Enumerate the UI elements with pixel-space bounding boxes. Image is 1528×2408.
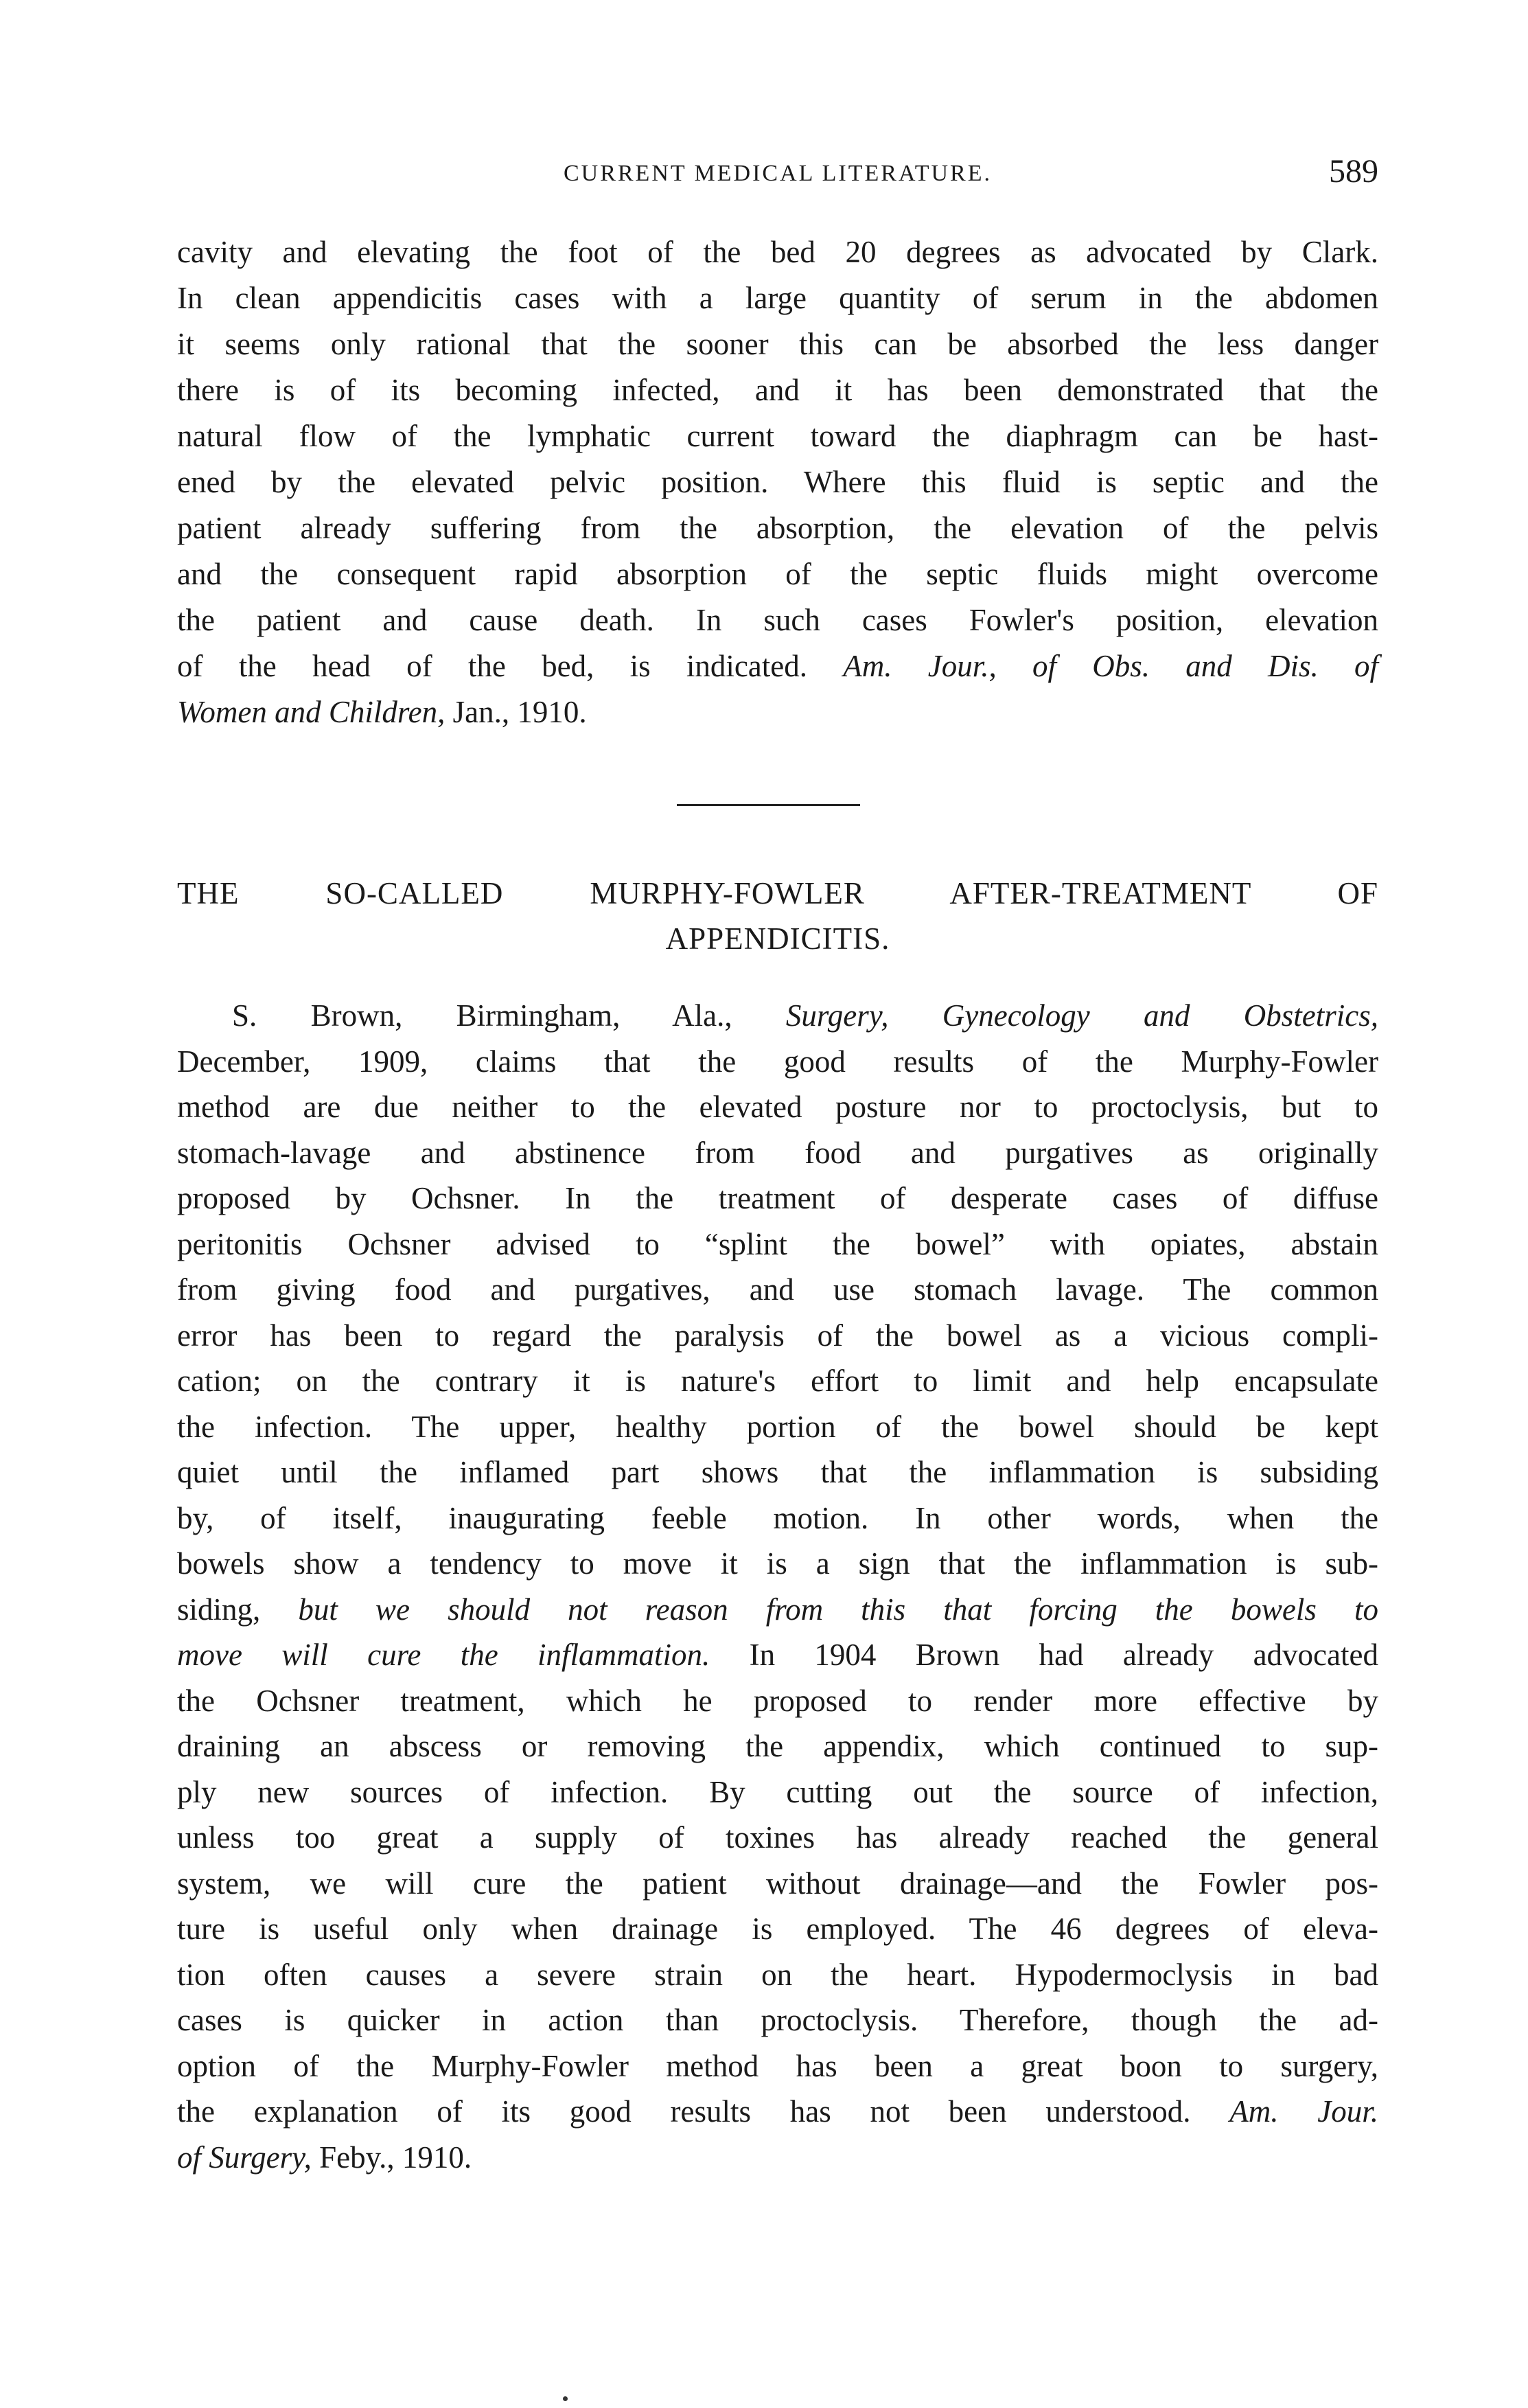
text-line <box>177 1267 1378 1313</box>
text-span: natural flow of the lymphatic current toward the diaphragm can be hast- <box>177 419 1378 453</box>
text-span: method are due neither to the elevated posture nor to proctoclysis, but to <box>177 1090 1378 1124</box>
text-span: S. Brown, Birmingham, Ala., <box>232 998 786 1033</box>
text-span: the infection. The upper, healthy portion of the bowel should be kept <box>177 1409 1378 1444</box>
text-line <box>177 1313 1378 1359</box>
text-line <box>177 993 1378 1039</box>
text-span: the patient and cause death. In such cases Fowler's position, elevation <box>177 603 1378 637</box>
text-line <box>177 1769 1378 1815</box>
text-line <box>177 459 1378 505</box>
text-span: bowels show a tendency to move it is a sign that the inflammation is sub- <box>177 1546 1378 1581</box>
text-span: Jan., 1910. <box>445 695 587 729</box>
text-span: December, 1909, claims that the good results of the Murphy-Fowler <box>177 1044 1378 1079</box>
text-span: quiet until the inflamed part shows that the inflammation is subsiding <box>177 1455 1378 1489</box>
running-title: CURRENT MEDICAL LITERATURE. <box>563 161 993 186</box>
text-span: ture is useful only when drainage is employed. The 46 degrees of eleva- <box>177 1912 1378 1946</box>
text-span: cases is quicker in action than proctoclysis. Therefore, though the ad- <box>177 2003 1378 2037</box>
citation-italic: Am. Jour. <box>1229 2094 1378 2129</box>
text-span: unless too great a supply of toxines has already reached the general <box>177 1820 1378 1855</box>
citation-italic: Surgery, Gynecology and Obstetrics, <box>785 998 1378 1033</box>
text-line <box>177 597 1378 643</box>
text-line <box>177 1587 1378 1633</box>
citation-italic: of Surgery, <box>177 2140 312 2175</box>
text-line <box>177 321 1378 367</box>
text-span: it seems only rational that the sooner this can be absorbed the less danger <box>177 327 1378 361</box>
text-span: cavity and elevating the foot of the bed 20 degrees as advocated by Clark. <box>177 235 1378 269</box>
text-line <box>177 1084 1378 1130</box>
article-body <box>177 993 1378 2180</box>
text-span: by, of itself, inaugurating feeble motion. In other words, when the <box>177 1500 1378 1535</box>
text-span: ened by the elevated pelvic position. Where this fluid is septic and the <box>177 465 1378 499</box>
text-span: there is of its becoming infected, and it has been demonstrated that the <box>177 373 1378 407</box>
text-line <box>177 413 1378 459</box>
citation-italic: but we should not reason from this that forcing the bowels to <box>298 1592 1378 1627</box>
text-line <box>177 1906 1378 1952</box>
text-span: error has been to regard the paralysis of the bowel as a vicious compli- <box>177 1318 1378 1353</box>
text-line <box>177 1861 1378 1907</box>
article-title-line-1: THE SO-CALLED MURPHY-FOWLER AFTER-TREATMENT OF <box>177 876 1378 910</box>
text-line <box>177 1815 1378 1861</box>
text-line <box>177 1632 1378 1678</box>
text-line <box>177 1176 1378 1222</box>
page-number: 589 <box>1329 153 1378 190</box>
text-span: peritonitis Ochsner advised to “splint the bowel” with opiates, abstain <box>177 1226 1378 1261</box>
article-title-line-2: APPENDICITIS. <box>665 921 890 956</box>
text-line <box>177 1541 1378 1587</box>
running-header <box>177 152 1378 194</box>
text-span: draining an abscess or removing the appendix, which continued to sup- <box>177 1729 1378 1763</box>
continued-paragraph <box>177 229 1378 735</box>
text-line <box>177 367 1378 413</box>
text-span: patient already suffering from the absorption, the elevation of the pelvis <box>177 511 1378 545</box>
text-span: ply new sources of infection. By cutting out the source of infection, <box>177 1774 1378 1809</box>
text-span: cation; on the contrary it is nature's effort to limit and help encapsulate <box>177 1364 1378 1398</box>
text-line <box>177 2089 1378 2135</box>
text-span: option of the Murphy-Fowler method has been a great boon to surgery, <box>177 2048 1378 2083</box>
text-line <box>177 229 1378 275</box>
text-line <box>177 1130 1378 1176</box>
text-line <box>177 1723 1378 1769</box>
text-span: proposed by Ochsner. In the treatment of desperate cases of diffuse <box>177 1181 1378 1215</box>
text-line <box>177 1997 1378 2043</box>
text-line <box>177 1039 1378 1085</box>
text-span: In clean appendicitis cases with a large quantity of serum in the abdomen <box>177 281 1378 315</box>
text-span: Feby., 1910. <box>311 2140 472 2175</box>
text-line <box>177 1495 1378 1541</box>
article-title <box>177 871 1378 961</box>
citation-italic: move will cure the inflammation. <box>177 1638 710 1672</box>
text-span: the explanation of its good results has not been understood. <box>177 2094 1230 2129</box>
text-line <box>177 275 1378 321</box>
text-line <box>177 2135 1378 2181</box>
text-line <box>177 1449 1378 1495</box>
text-line <box>177 643 1378 689</box>
text-line <box>177 1222 1378 1268</box>
text-span: from giving food and purgatives, and use stomach lavage. The common <box>177 1272 1378 1307</box>
text-span: siding, <box>177 1592 299 1627</box>
text-span: and the consequent rapid absorption of the septic fluids might overcome <box>177 557 1378 591</box>
section-divider <box>677 804 860 806</box>
citation-italic: Women and Children, <box>177 695 445 729</box>
text-span: stomach-lavage and abstinence from food and purgatives as originally <box>177 1135 1378 1170</box>
text-line <box>177 1678 1378 1724</box>
text-line <box>177 689 1378 735</box>
page-mark <box>563 2396 568 2401</box>
text-span: of the head of the bed, is indicated. <box>177 649 844 683</box>
text-line <box>177 1404 1378 1450</box>
text-line <box>177 551 1378 597</box>
citation-italic: Am. Jour., of Obs. and Dis. of <box>843 649 1378 683</box>
text-span: tion often causes a severe strain on the heart. Hypodermoclysis in bad <box>177 1957 1378 1992</box>
text-span: In 1904 Brown had already advocated <box>710 1638 1378 1672</box>
text-span: system, we will cure the patient without drainage—and the Fowler pos- <box>177 1866 1378 1901</box>
text-line <box>177 1952 1378 1998</box>
text-line <box>177 1358 1378 1404</box>
text-span: the Ochsner treatment, which he proposed to render more effective by <box>177 1683 1378 1718</box>
text-line <box>177 505 1378 551</box>
text-line <box>177 2043 1378 2089</box>
